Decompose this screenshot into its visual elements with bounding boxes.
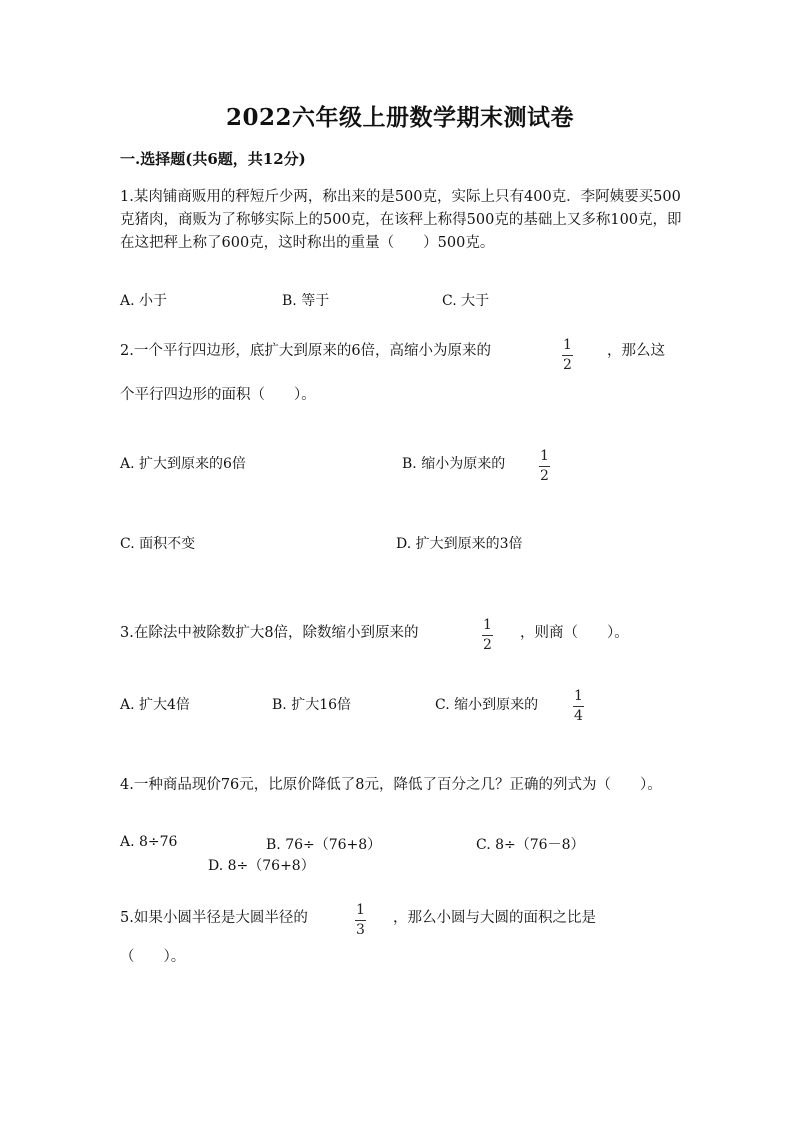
- q2-option-a: A. 扩大到原来的6倍: [120, 456, 246, 472]
- q4-option-c: C. 8÷（76－8）: [476, 837, 585, 853]
- q1-option-b: B. 等于: [282, 293, 330, 309]
- question-2-text-line2: 个平行四边形的面积（ ）。: [120, 387, 316, 403]
- q4-option-b: B. 76÷（76+8）: [266, 837, 382, 853]
- question-5-text-line1: 5.如果小圆半径是大圆半径的: [120, 910, 308, 926]
- fraction-numerator: 1: [356, 902, 365, 918]
- section-heading: 一.选择题(共6题，共12分): [120, 150, 306, 168]
- fraction-numerator: 1: [574, 688, 583, 704]
- fraction-denominator: 2: [540, 468, 549, 484]
- fraction-denominator: 4: [574, 708, 583, 724]
- fraction-bar: [562, 355, 573, 356]
- q4-option-d: D. 8÷（76+8）: [208, 858, 315, 874]
- fraction-numerator: 1: [540, 448, 549, 464]
- q1-option-a: A. 小于: [120, 293, 168, 309]
- q2-option-b-fraction: [539, 449, 550, 484]
- question-3-text-line1-after: ，则商（ ）。: [520, 625, 629, 641]
- fraction-numerator: 1: [483, 617, 492, 633]
- q2-option-c: C. 面积不变: [120, 536, 196, 552]
- question-5-text-line1-after: ，那么小圆与大圆的面积之比是: [393, 910, 596, 926]
- q3-option-a: A. 扩大4倍: [120, 697, 190, 713]
- q5-fraction: [355, 903, 366, 938]
- q2-fraction: [562, 338, 573, 373]
- q2-option-b: B. 缩小为原来的: [402, 456, 506, 472]
- fraction-bar: [573, 706, 584, 707]
- q3-option-c-fraction: [573, 689, 584, 724]
- fraction-bar: [482, 635, 493, 636]
- q3-fraction: [482, 618, 493, 653]
- question-3-text-line1: 3.在除法中被除数扩大8倍，除数缩小到原来的: [120, 625, 419, 641]
- question-4-text: 4.一种商品现价76元，比原价降低了8元，降低了百分之几？正确的列式为（ ）。: [120, 777, 662, 793]
- q4-option-a: A. 8÷76: [120, 834, 178, 850]
- fraction-bar: [539, 466, 550, 467]
- q3-option-b: B. 扩大16倍: [272, 697, 352, 713]
- q1-option-c: C. 大于: [442, 293, 490, 309]
- fraction-denominator: 2: [483, 637, 492, 653]
- question-5-text-line2: （ ）。: [120, 949, 186, 965]
- fraction-denominator: 3: [356, 922, 365, 938]
- fraction-bar: [355, 920, 366, 921]
- question-2-text-line1: 2.一个平行四边形，底扩大到原来的6倍，高缩小为原来的: [120, 343, 492, 359]
- q2-option-d: D. 扩大到原来的3倍: [396, 536, 523, 552]
- question-1-text: 1.某肉铺商贩用的秤短斤少两，称出来的是500克，实际上只有400克．李阿姨要买500克猪肉，商贩为了称够实际上的500克，在该秤上称得500克的基础上又多称100克，即在这把秤上称了600克，这时称出的重量（ ）500克。: [120, 189, 682, 251]
- page-title: 2022六年级上册数学期末测试卷: [225, 104, 574, 131]
- fraction-numerator: 1: [563, 337, 572, 353]
- question-2-text-line1-after: ，那么这: [607, 343, 665, 359]
- q3-option-c: C. 缩小到原来的: [435, 697, 539, 713]
- fraction-denominator: 2: [563, 357, 572, 373]
